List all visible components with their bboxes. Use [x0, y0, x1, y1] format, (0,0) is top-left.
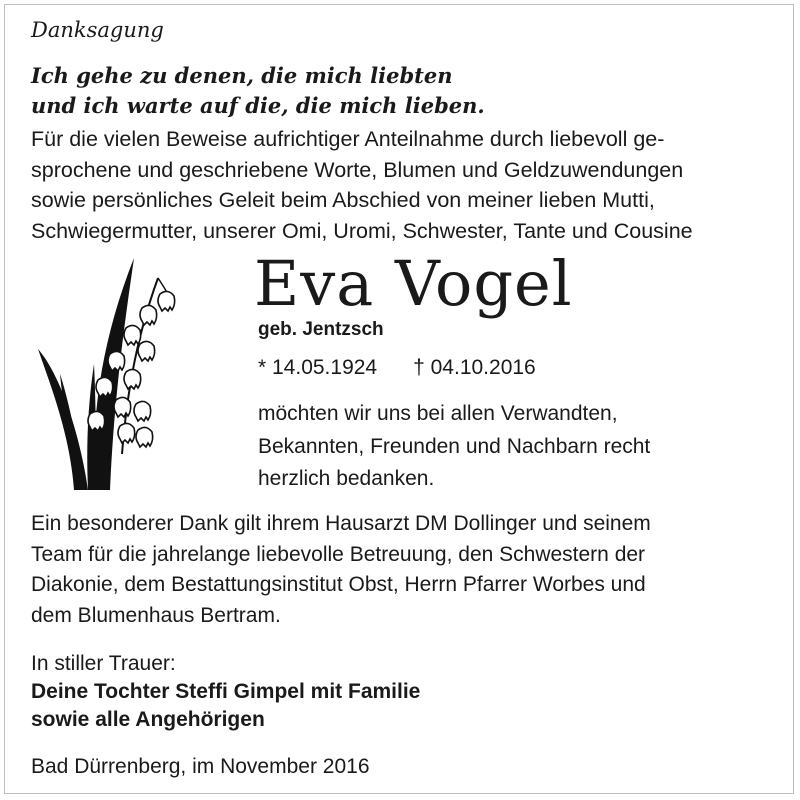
notice-heading: Danksagung [31, 18, 164, 42]
birth-name: geb. Jentzsch [258, 319, 384, 340]
intro-line: sowie persönliches Geleit beim Abschied von meiner lieben Mutti, [31, 188, 655, 213]
special-thanks-paragraph [31, 509, 651, 631]
mourning-family: Deine Tochter Steffi Gimpel mit Familie [31, 680, 421, 703]
intro-line: sprochene und geschriebene Worte, Blumen und Geldzuwendungen [31, 157, 684, 182]
thanks-line: möchten wir uns bei allen Verwandten, [258, 402, 618, 425]
special-thanks-line: Diakonie, dem Bestattungsinstitut Obst, Herrn Pfarrer Worbes und [31, 573, 646, 596]
thanks-line: Bekannten, Freunden und Nachbarn recht [258, 434, 651, 458]
birth-date: * 14.05.1924 [258, 356, 378, 379]
life-dates [258, 356, 536, 380]
special-thanks-line: Ein besonderer Dank gilt ihrem Hausarzt DM Dollinger und seinem [31, 512, 651, 535]
intro-line: Für die vielen Beweise aufrichtiger Anteilnahme durch liebevoll ge- [31, 127, 665, 151]
intro-paragraph [31, 124, 693, 247]
mourning-relatives: sowie alle Angehörigen [31, 708, 265, 731]
place-and-date: Bad Dürrenberg, im November 2016 [31, 755, 370, 778]
lily-of-the-valley-icon [30, 254, 180, 494]
motto-quote [31, 61, 485, 121]
death-date: † 04.10.2016 [413, 356, 536, 379]
mourning-intro: In stiller Trauer: [31, 652, 176, 675]
special-thanks-line: Team für die jahrelange liebevolle Betreuung, den Schwestern der [31, 542, 646, 566]
thanks-paragraph [258, 398, 650, 496]
motto-line: Ich gehe zu denen, die mich liebten [31, 63, 453, 88]
thanks-line: herzlich bedanken. [258, 467, 435, 490]
special-thanks-line: dem Blumenhaus Bertram. [31, 603, 281, 627]
mourning-signature [31, 650, 420, 734]
motto-line: und ich warte auf die, die mich lieben. [31, 93, 485, 118]
intro-line: Schwiegermutter, unserer Omi, Uromi, Schwester, Tante und Cousine [31, 219, 693, 244]
deceased-name: Eva Vogel [254, 247, 573, 320]
